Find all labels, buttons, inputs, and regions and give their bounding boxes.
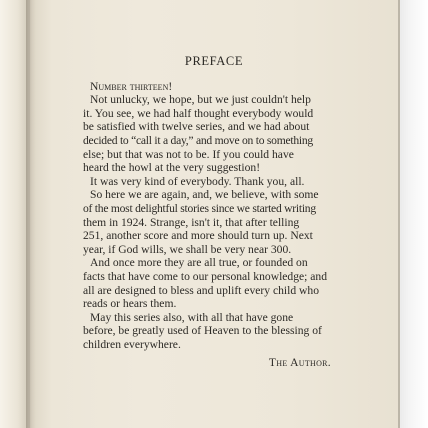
paragraph-2 xyxy=(83,93,345,175)
background-surface xyxy=(398,0,428,428)
text-line: decided to “call it a day,” and move on to something xyxy=(83,133,313,147)
text-line: them in 1924. Strange, isn't it, that after telling xyxy=(83,215,300,229)
text-line: children everywhere. xyxy=(83,337,181,351)
book-gutter-shadow xyxy=(26,0,36,428)
text-line: It was very kind of everybody. Thank you, all. xyxy=(90,174,305,188)
preface-heading: PREFACE xyxy=(184,54,244,68)
paragraph-1 xyxy=(83,80,345,94)
text-line: of the most delightful stories since we started writing xyxy=(83,201,316,215)
text-line: 251, another score and more should turn up. Next xyxy=(83,229,313,243)
paragraph-4 xyxy=(83,188,345,256)
text-line: year, if God wills, we shall be very near 300. xyxy=(83,242,292,256)
text-line: heard the howl at the very suggestion! xyxy=(83,161,261,175)
text-line: all are designed to bless and uplift every child who xyxy=(83,283,319,297)
preface-text-block xyxy=(83,55,345,370)
text-line: else; but that was not to be. If you could have xyxy=(83,147,294,161)
text-line: facts that have come to our personal knowledge; and xyxy=(83,269,328,283)
text-line: So here we are again, and, we believe, with some xyxy=(90,188,319,202)
number-thirteen: Number thirteen! xyxy=(90,79,173,93)
text-line: before, be greatly used of Heaven to the blessing of xyxy=(83,324,322,338)
text-line: be satisfied with twelve series, and we had about xyxy=(83,120,310,134)
text-line xyxy=(83,80,345,94)
page-right-edge xyxy=(398,0,400,428)
paragraph-5 xyxy=(83,256,345,310)
text-line: it. You see, we had half thought everybody would xyxy=(83,106,314,120)
text-line: Not unlucky, we hope, but we just couldn't help xyxy=(90,93,311,107)
text-line: And once more they are all true, or founded on xyxy=(90,256,308,270)
text-line: reads or hears them. xyxy=(83,297,177,311)
text-line: May this series also, with all that have gone xyxy=(90,310,294,324)
author-signature: The Author. xyxy=(268,356,331,370)
paragraph-6 xyxy=(83,311,345,352)
paragraph-3 xyxy=(83,175,345,189)
